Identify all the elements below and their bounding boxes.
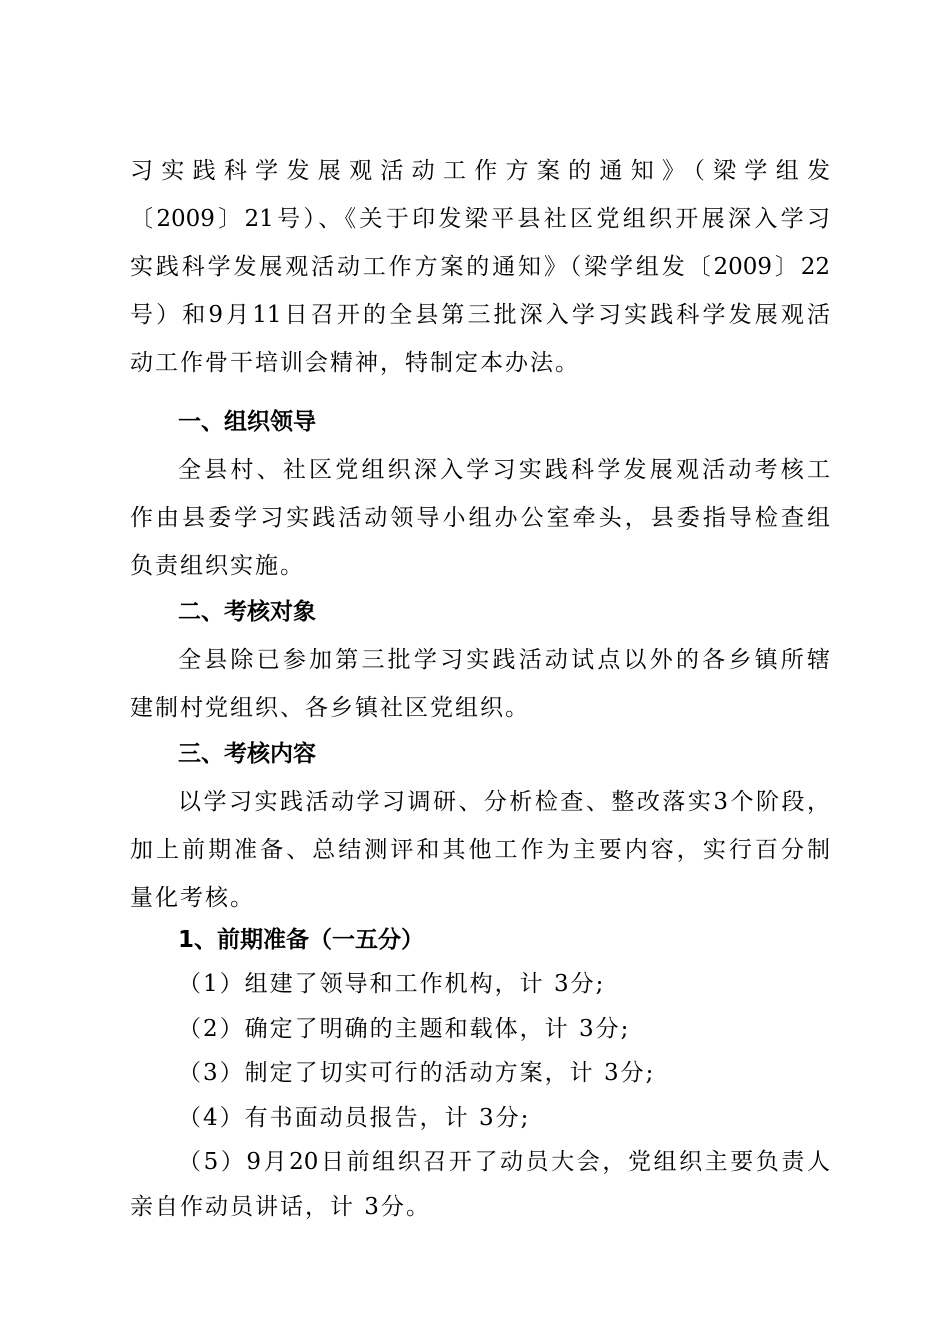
section3-line-1: 以学习实践活动学习调研、分析检查、整改落实3个阶段， — [178, 789, 830, 815]
prep-item-5-line-2: 亲自作动员讲话，计 3分。 — [130, 1194, 431, 1220]
prep-item-2: （2）确定了明确的主题和载体，计 3分; — [178, 1016, 631, 1042]
intro-line-2: 〔2009〕21号）、《关于印发梁平县社区党组织开展深入学习 — [130, 206, 830, 232]
section1-line-3: 负责组织实施。 — [130, 553, 305, 579]
section3-line-3: 量化考核。 — [130, 885, 255, 911]
intro-line-5: 动工作骨干培训会精神，特制定本办法。 — [130, 350, 580, 376]
intro-line-4: 号）和9月11日召开的全县第三批深入学习实践科学发展观活 — [130, 302, 830, 328]
prep-item-5-line-1: （5）9月20日前组织召开了动员大会，党组织主要负责人 — [178, 1149, 830, 1175]
section-heading-content: 三、考核内容 — [178, 741, 316, 767]
subsection-heading-preparation: 1、前期准备（一五分） — [178, 927, 425, 953]
section2-line-2: 建制村党组织、各乡镇社区党组织。 — [130, 695, 530, 721]
section-heading-targets: 二、考核对象 — [178, 599, 316, 625]
prep-item-3: （3）制定了切实可行的活动方案，计 3分; — [178, 1060, 656, 1086]
section1-line-2: 作由县委学习实践活动领导小组办公室牵头，县委指导检查组 — [130, 505, 830, 531]
intro-line-1: 习实践科学发展观活动工作方案的通知》（梁学组发 — [130, 158, 830, 184]
section1-line-1: 全县村、社区党组织深入学习实践科学发展观活动考核工 — [178, 457, 830, 483]
section2-line-1: 全县除已参加第三批学习实践活动试点以外的各乡镇所辖 — [178, 647, 830, 673]
section3-line-2: 加上前期准备、总结测评和其他工作为主要内容，实行百分制 — [130, 837, 830, 863]
intro-line-3: 实践科学发展观活动工作方案的通知》（梁学组发〔2009〕22 — [130, 254, 830, 280]
prep-item-4: （4）有书面动员报告，计 3分; — [178, 1105, 531, 1131]
prep-item-1: （1）组建了领导和工作机构，计 3分; — [178, 971, 606, 997]
section-heading-organization: 一、组织领导 — [178, 409, 316, 435]
